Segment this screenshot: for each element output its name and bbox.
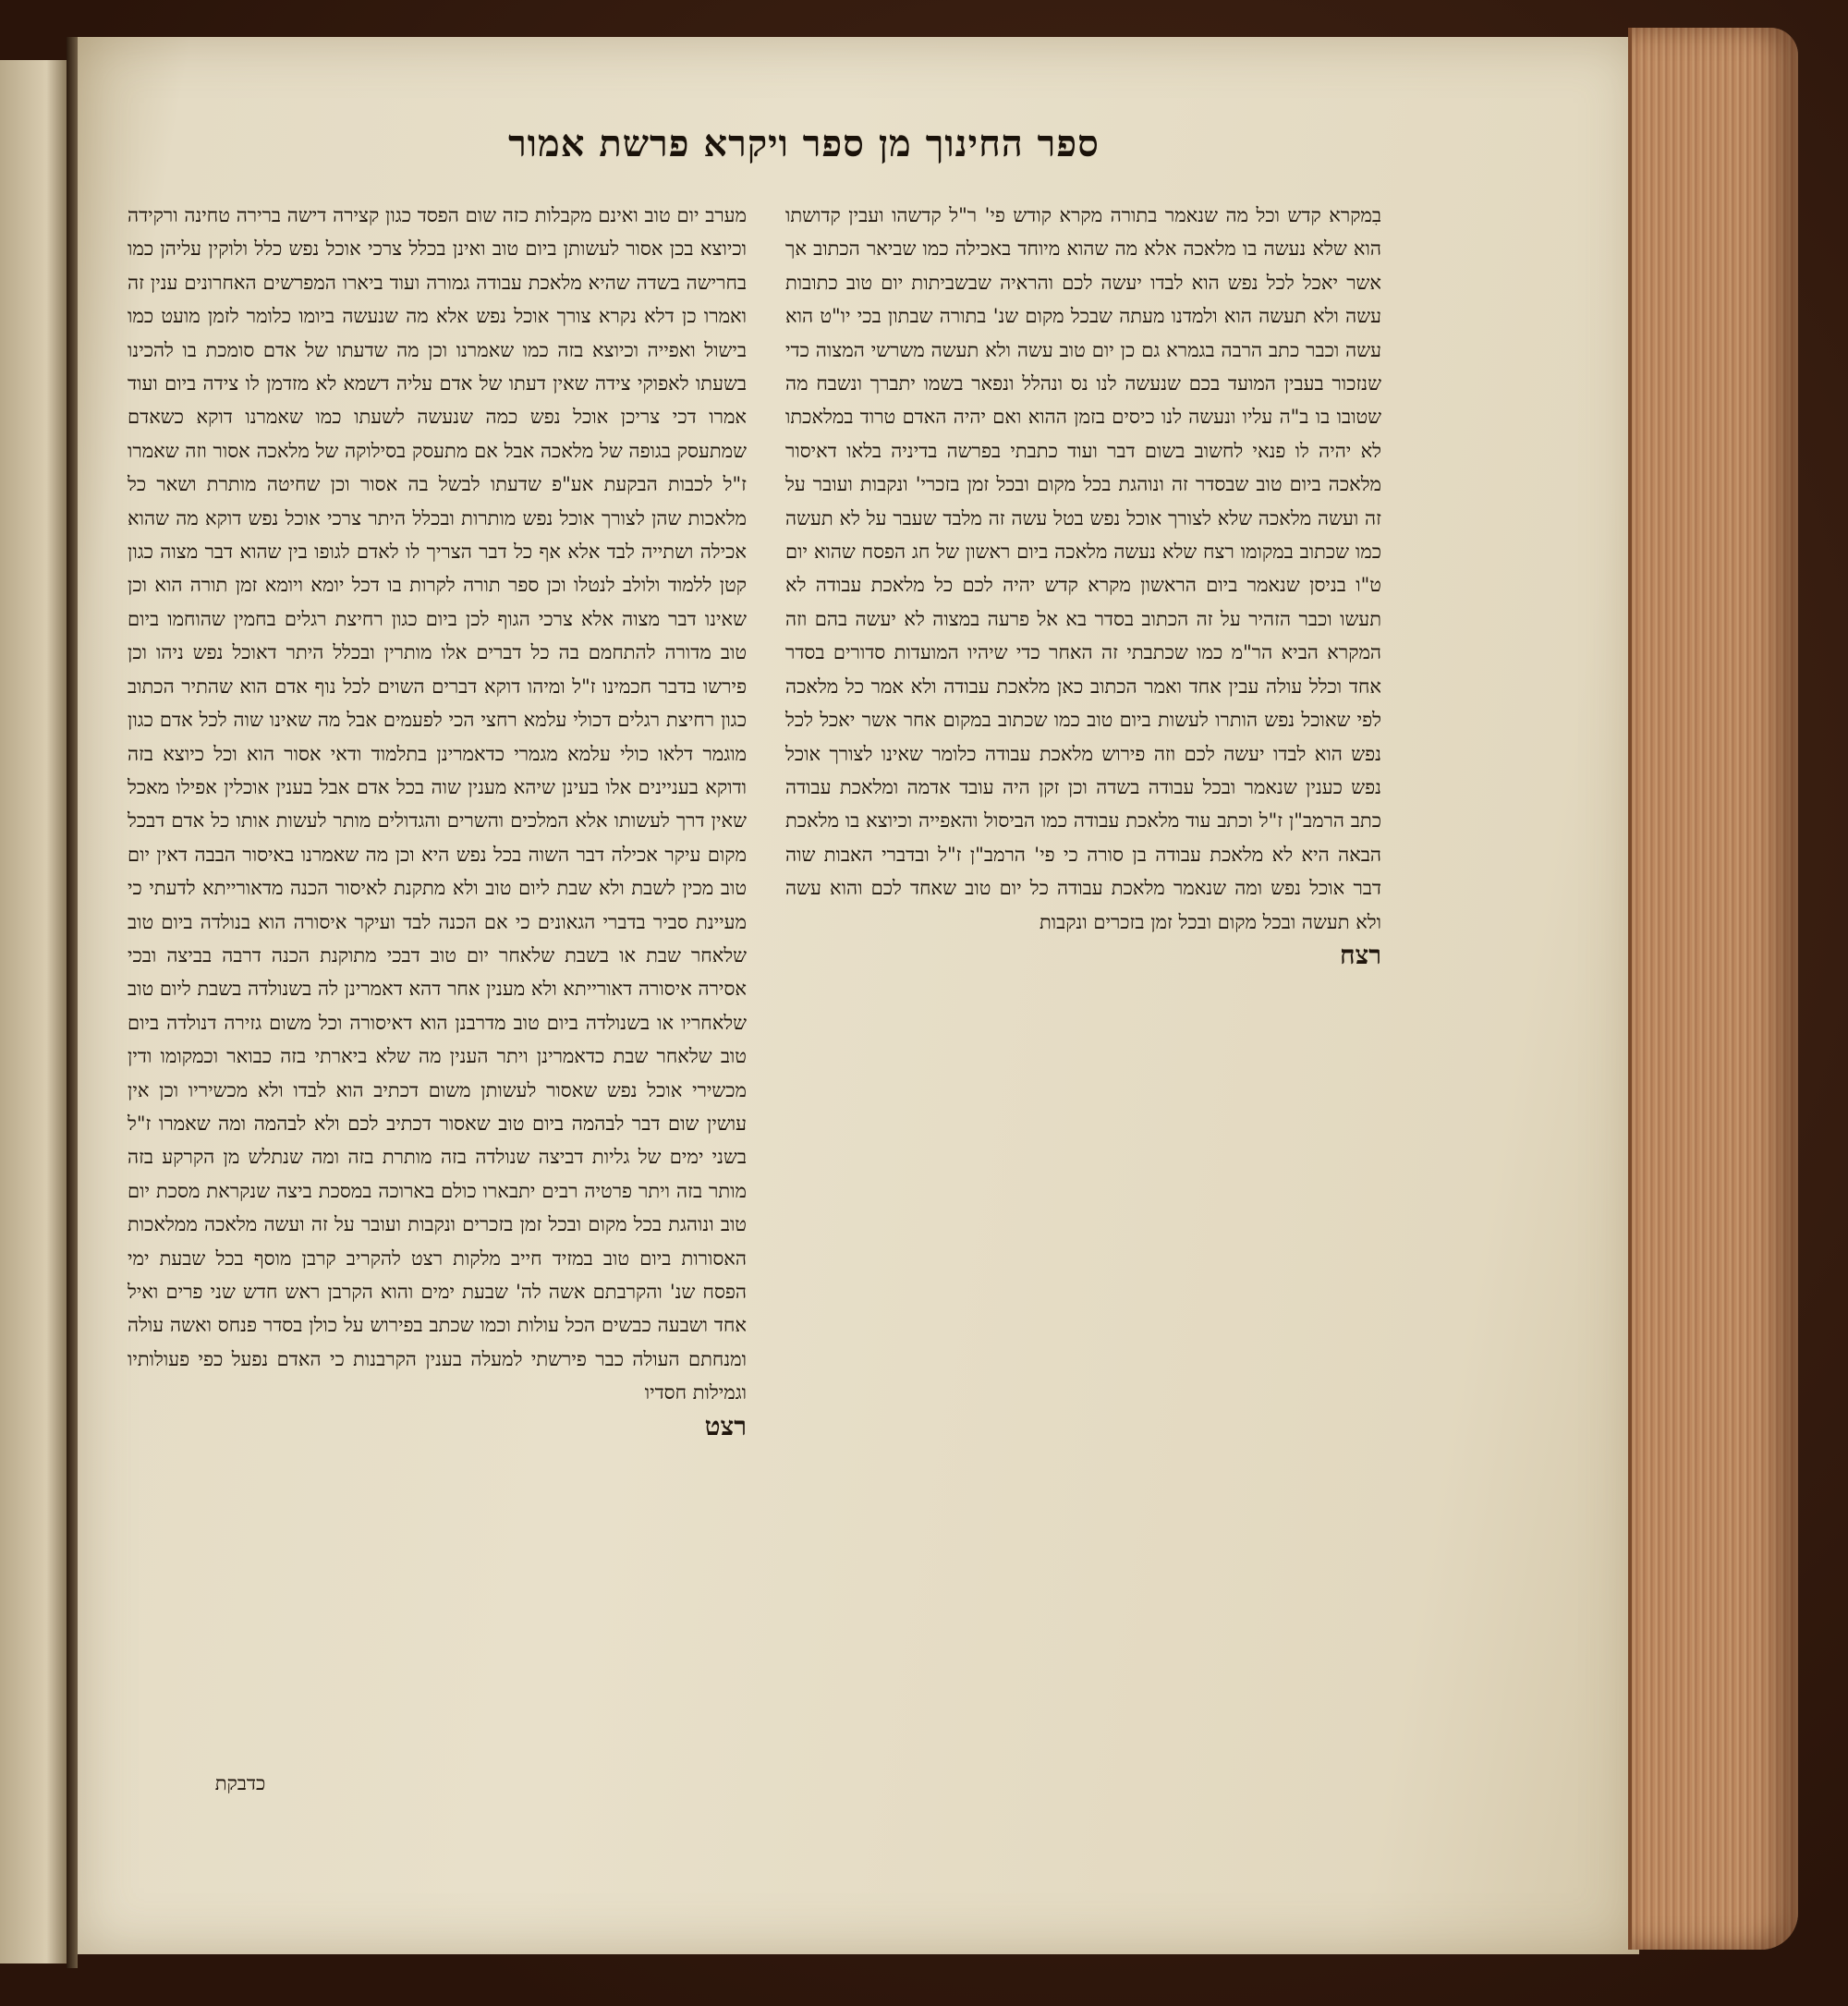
page-fore-edge: [1628, 28, 1798, 1950]
text-column-left: [128, 199, 747, 1788]
text-column-right: [785, 199, 1381, 1788]
section-number-299: רצט: [704, 1410, 747, 1441]
section-number-298: רצח: [1340, 939, 1381, 970]
column-left-text: מערב יום טוב ואינם מקבלות כזה שום הפסד כגון קצירה דישה ברירה טחינה ורקידה וכיוצא בכן אסור לעשותן ביום טוב ואינן בכלל צרכי אוכל נפש כלל ולוקין עליהן כמו בחרישה בשדה שהיא מלאכת עבודה גמורה ועוד ביארו המפרשים האחרונים ענין זה ואמרו כן דלא נקרא צורך אוכל נפש אלא מה שנעשה ביומו כלומר לזמן מועט כמו בישול ואפייה וכיוצא בזה כמו שאמרנו וכן מה שדעתו של אדם סומכת בו להכינו בשעתו לאפוקי צידה שאין דעתו של אדם עליה דשמא לא מזדמן לו צידה ביום ועוד אמרו דכי צריכן אוכל נפש כמה שנעשה לשעתו כמו שאמרנו דוקא כשאדם שמתעסק בגופה של מלאכה אבל אם מתעסק בסילוקה של מלאכה אסור וזה שאמרו ז"ל לכבות הבקעת אע"פ שדעתו לבשל בה אסור וכן שחיטה מותרת ושאר כל מלאכות שהן לצורך אוכל נפש מותרות ובכלל היתר צרכי אוכל נפש דוקא מה שהוא אכילה ושתייה לבד אלא אף כל דבר הצריך לו לאדם לגופו בין שהוא דבר מצוה כגון קטן ללמוד ולולב לנטלו וכן ספר תורה לקרות בו דכל יומא ויומא זמן תורה הוא וכן שאינו דבר מצוה אלא צרכי הגוף לכן ביום כגון רחיצת רגלים בחמין שהוחמו ביום טוב מדורה להתחמם בה כל דברים אלו מותרין ובכלל היתר דאוכל נפש ניהו וכן פירשו בדבר חכמינו ז"ל ומיהו דוקא דברים השוים לכל נוף אדם הוא שהתיר הכתוב כגון רחיצת רגלים דכולי עלמא רחצי הכי לפעמים אבל מה שאינו שוה לכל אדם כגון מוגמר דלאו כולי עלמא מגמרי כדאמרינן בתלמוד ודאי אסור הוא וכל כיוצא בזה ודוקא בעניינים אלו בעינן שיהא מענין שוה בכל אדם אבל בענין אוכלין אפילו מאכל שאין דרך לעשותו אלא המלכים והשרים והגדולים מותר לעשות אותו כל אדם דבכל מקום עיקר אכילה דבר השוה בכל נפש היא וכן מה שאמרנו באיסור הבבה דאין יום טוב מכין לשבת ולא שבת ליום טוב ולא מתקנת לאיסור הכנה מדאורייתא לדעתי כי מעיינת סביר בדברי הגאונים כי אם הכנה לבד ועיקר איסורה הוא בנולדה ביום טוב שלאחר שבת או בשבת שלאחר יום טוב דבכי מתוקנת הכנה דרבה בביצה ובכי אסירה איסורה דאורייתא ולא מענין אחר דהא דאמרינן לה בשנולדה בשבת ליום טוב שלאחריו או בשנולדה ביום טוב מדרבנן הוא דאיסורה וכל משום גזירה דנולדה ביום טוב שלאחר שבת כדאמרינן ויתר הענין מה שלא ביארתי בזה כבואר וכמקומו ודין מכשירי אוכל נפש שאסור לעשותן משום דכתיב הוא לבדו ולא מכשיריו וכן אין עושין שום דבר לבהמה ביום טוב שאסור דכתיב לכם ולא לבהמה ומה שאמרו ז"ל בשני ימים של גליות דביצה שנולדה בזה מותרת בזה ומה שנתלש מן הקרקע בזה מותר בזה ויתר פרטיה רבים יתבארו כולם בארוכה במסכת ביצה שנקראת מסכת יום טוב ונוהגת בכל מקום ובכל זמן בזכרים ונקבות ועובר על זה ועשה מלאכה ממלאכות האסורות ביום טוב במזיד חייב מלקות רצט להקריב קרבן מוסף בכל שבעת ימי הפסח שנ' והקרבתם אשה לה' שבעת ימים והוא הקרבן ראש חדש שני פרים ואיל אחד ושבעה כבשים הכל עולות וכמו שכתב בפירוש על כולן בסדר פנחס ואשה עולה ומנחתם העולה כבר פירשתי למעלה בענין הקרבנות כי האדם נפעל כפי פעולותיו וגמילות חסדיו: [128, 204, 747, 1404]
book-gutter: [67, 37, 78, 1968]
catchword: כדבקת: [214, 1772, 266, 1794]
running-header: ספר החינוך מן ספר ויקרא פרשת אמור: [508, 122, 1100, 165]
column-right-text: בִמקרא קדש וכל מה שנאמר בתורה מקרא קודש פי' ר"ל קדשהו ועבין קדושתו הוא שלא נעשה בו מלאכה אלא מה שהוא מיוחד באכילה כמו שביאר הכתוב אך אשר יאכל לכל נפש הוא לבדו יעשה לכם והראיה שבשביתות יום טוב כתובות עשה ולא תעשה הוא ולמדנו מעתה שבכל מקום שנ' בתורה שבתון בכי יו"ט הוא עשה וכבר כתב הרבה בגמרא גם כן יום טוב עשה ולא תעשה משרשי המצוה כדי שנזכור בעבין המועד בכם שנעשה לנו נס ונהלל ונפאר בשמו יתברך ונשבח מה שטובו בו ב"ה עליו ונעשה לנו כיסים בזמן ההוא ואם יהיה האדם טרוד במלאכתו לא יהיה לו פנאי לחשוב בשום דבר ועוד כתבתי בפרשה בדיניה בלאו דאיסור מלאכה ביום טוב שבסדר זה ונוהגת בכל מקום ובכל זמן בזכרי' ונקבות ועובר על זה ועשה מלאכה שלא לצורך אוכל נפש בטל עשה זה מלבד שעבר על לא תעשה כמו שכתוב במקומו רצח שלא נעשה מלאכה ביום ראשון של חג הפסח שהוא יום ט"ו בניסן שנאמר ביום הראשון מקרא קדש יהיה לכם כל מלאכת עבודה לא תעשו וכבר הזהיר על זה הכתוב בסדר בא אל פרעה במצוה לא יעשה בהם וזה המקרא הביא הר"מ כמו שכתבתי זה האחר כדי שיהיו המועדות סדורים בסדר אחד וכלל עולה עבין אחד ואמר הכתוב כאן מלאכת עבודה ולא אמר כל מלאכה לפי שאוכל נפש הותרו לעשות ביום טוב כמו שכתוב במקום אחר אשר יאכל לכל נפש הוא לבדו יעשה לכם וזה פירוש מלאכת עבודה כלומר שאינו לצורך אוכל נפש כענין שנאמר ובכל עבודה בשדה וכן זקן היה עובד אדמה ומלאכת עבודה כתב הרמב"ן ז"ל וכתב עוד מלאכת עבודה כמו הביסול והאפייה וכיוצא בו מלאכת הבאה היא לא מלאכת עבודה בן סורה כי פי' הרמב"ן ז"ל ובדברי האבות שוה דבר אוכל נפש ומה שנאמר מלאכת עבודה כל יום טוב שאחד לכם והוא עשה ולא תעשה ובכל מקום ובכל זמן בזכרים ונקבות: [785, 204, 1381, 933]
left-page-edge: [0, 60, 69, 1963]
